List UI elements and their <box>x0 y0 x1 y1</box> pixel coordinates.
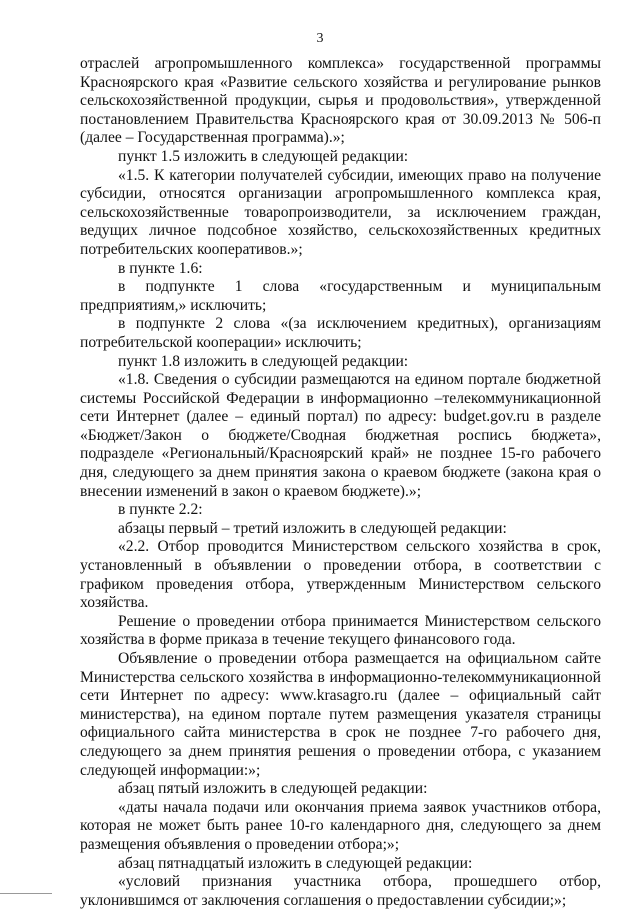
paragraph: «условий признания участника отбора, прошедшего отбор, уклонившимся от заключения соглашения о предоставлении субсидии;»; <box>80 873 601 909</box>
footer-divider <box>0 893 52 894</box>
paragraph: в подпункте 2 слова «(за исключением кредитных), организациям потребительской кооперации» исключить; <box>80 315 601 351</box>
paragraph: в подпункте 1 слова «государственным и муниципальным предприятиям,» исключить; <box>80 278 601 314</box>
paragraph: «1.8. Сведения о субсидии размещаются на едином портале бюджетной системы Российской Федерации в информационно –телекоммуникационной сети Интернет (далее – единый портал) по адресу: budget.gov.ru в разделе «Бюджет/Закон о бюджете/Сводная бюджетная роспись бюджета», подразделе «Региональный/Красноярский край» не позднее 15-го рабочего дня, следующего за днем принятия закона о краевом бюджете (закона края о внесении изменений в закон о краевом бюджете).»; <box>80 371 601 500</box>
document-body <box>80 55 601 910</box>
paragraph: отраслей агропромышленного комплекса» государственной программы Красноярского края «Развитие сельского хозяйства и регулирование рынков сельскохозяйственной продукции, сырья и продовольствия», утвержденной постановлением Правительства Красноярского края от 30.09.2013 № 506-п (далее – Государственная программа).»; <box>80 55 601 147</box>
paragraph: в пункте 1.6: <box>118 259 203 277</box>
paragraph: пункт 1.5 изложить в следующей редакции: <box>118 147 409 165</box>
paragraph: «1.5. К категории получателей субсидии, имеющих право на получение субсидии, относятся организации агропромышленного комплекса края, сельскохозяйственные товаропроизводители, за исключением граждан, ведущих личное подсобное хозяйство, сельскохозяйственных кредитных потребительских кооперативов.»; <box>80 166 601 258</box>
paragraph: абзацы первый – третий изложить в следующей редакции: <box>118 519 507 537</box>
paragraph: абзац пятый изложить в следующей редакции: <box>118 780 428 798</box>
paragraph: Решение о проведении отбора принимается Министерством сельского хозяйства в форме приказа в течение текущего финансового года. <box>80 612 601 649</box>
paragraph: «даты начала подачи или окончания приема заявок участников отбора, которая не может быть ранее 10-го календарного дня, следующего за днем размещения объявления о проведении отбора;»; <box>80 798 601 853</box>
paragraph: Объявление о проведении отбора размещается на официальном сайте Министерства сельского хозяйства в информационно-телекоммуникационной сети Интернет по адресу: www.krasagro.ru (далее – официальный сайт министерства), на едином портале путем размещения указателя страницы официального сайта министерства в срок не позднее 7-го рабочего дня, следующего за днем принятия решения о проведении отбора, с указанием следующей информации:»; <box>80 650 601 779</box>
paragraph: пункт 1.8 изложить в следующей редакции: <box>118 352 409 370</box>
paragraph: абзац пятнадцатый изложить в следующей редакции: <box>118 854 473 872</box>
page-number: 3 <box>316 31 324 46</box>
paragraph: в пункте 2.2: <box>118 501 203 519</box>
paragraph: «2.2. Отбор проводится Министерством сельского хозяйства в срок, установленный в объявлении о проведении отбора, в соответствии с графиком проведения отбора, утвержденным Министерством сельского хозяйства. <box>80 538 601 612</box>
